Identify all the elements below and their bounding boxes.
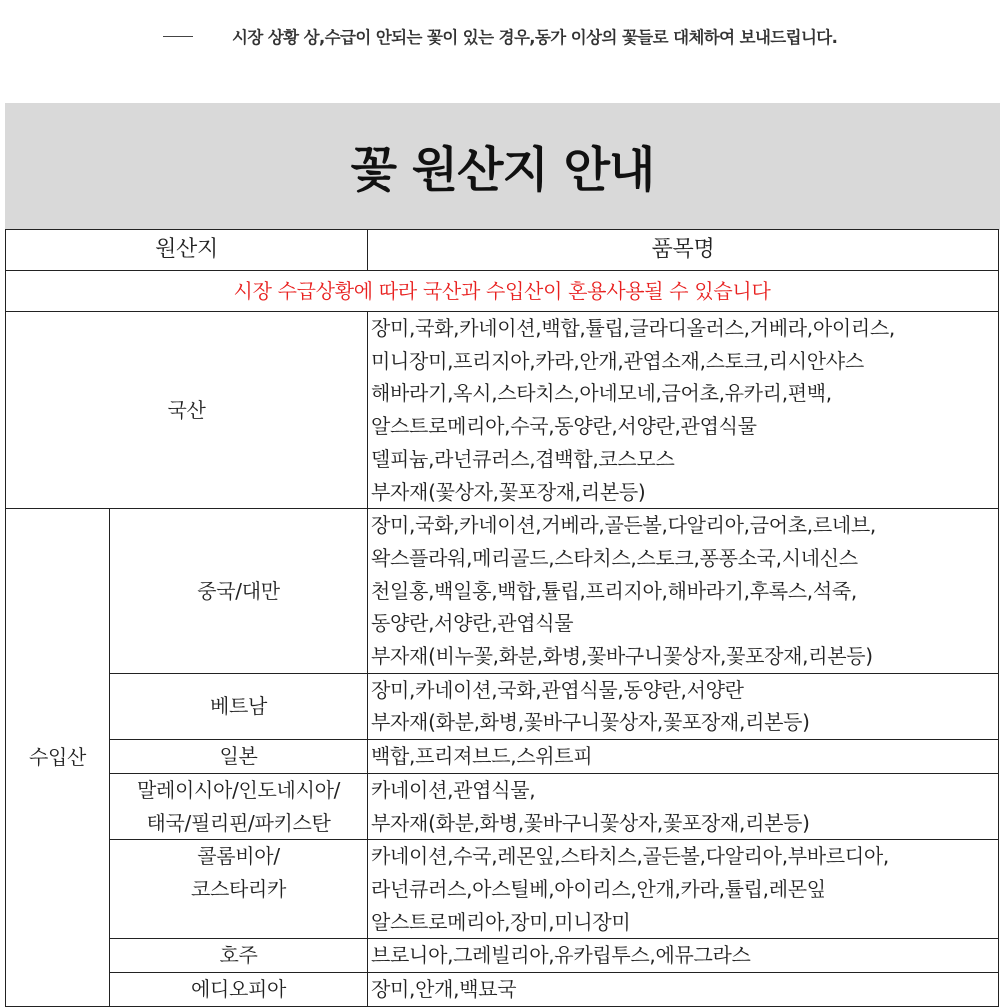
item-line: 해바라기,옥시,스타치스,아네모네,금어초,유카리,편백, [371, 381, 832, 406]
table-row-domestic [6, 312, 999, 509]
country-label: 코스타리카 [190, 876, 287, 901]
country-label: 에디오피아 [190, 977, 287, 1002]
country-label: 호주 [219, 943, 258, 968]
notice-dash [163, 36, 193, 37]
item-line: 알스트로메리아,장미,미니장미 [371, 909, 631, 934]
origin-domestic: 국산 [6, 312, 368, 509]
country-southeast-asia [110, 773, 368, 839]
country-label: 말레이시아/인도네시아/ [136, 777, 341, 802]
item-line: 부자재(비누꽃,화분,화병,꽃바구니꽃상자,꽃포장재,리본등) [371, 644, 873, 669]
origin-table [5, 229, 999, 1007]
item-line: 부자재(꽃상자,꽃포장재,리본등) [371, 479, 646, 504]
item-line: 장미,안개,백묘국 [371, 977, 517, 1002]
country-colombia-costarica [110, 840, 368, 939]
country-label: 중국/대만 [197, 578, 280, 603]
item-line: 알스트로메리아,수국,동양란,서양란,관엽식물 [371, 414, 757, 439]
country-australia [110, 939, 368, 973]
title-banner [5, 103, 1000, 230]
item-line: 라넌큐러스,아스틸베,아이리스,안개,카라,튤립,레몬잎 [371, 876, 826, 901]
item-line: 장미,카네이션,국화,관엽식물,동양란,서양란 [371, 677, 744, 702]
country-japan [110, 740, 368, 774]
header-items: 품목명 [368, 230, 999, 271]
item-line: 동양란,서양란,관엽식물 [371, 611, 574, 636]
item-line: 브로니아,그레빌리아,유카립투스,에뮤그라스 [371, 943, 751, 968]
table-row-china-taiwan [6, 509, 999, 674]
country-china-taiwan [110, 509, 368, 674]
items-china-taiwan [368, 509, 999, 674]
country-vietnam [110, 673, 368, 739]
country-label: 콜롬비아/ [197, 844, 280, 869]
table-row-australia [6, 939, 999, 973]
items-australia [368, 939, 999, 973]
items-southeast-asia [368, 773, 999, 839]
item-line: 미니장미,프리지아,카라,안개,관엽소재,스토크,리시안샤스 [371, 348, 864, 373]
item-line: 장미,국화,카네이션,백합,튤립,글라디올러스,거베라,아이리스, [371, 316, 895, 340]
notice-bar [0, 0, 1000, 103]
country-label: 태국/필리핀/파키스탄 [146, 810, 331, 835]
item-line: 부자재(화분,화병,꽃바구니꽃상자,꽃포장재,리본등) [371, 810, 810, 835]
item-line: 천일홍,백일홍,백합,튤립,프리지아,해바라기,후록스,석죽, [371, 578, 857, 603]
note-row [6, 271, 999, 312]
item-line: 부자재(화분,화병,꽃바구니꽃상자,꽃포장재,리본등) [371, 710, 810, 735]
page-title: 꽃 원산지 안내 [350, 142, 655, 198]
country-label: 베트남 [209, 694, 268, 719]
item-line: 델피늄,라넌큐러스,겹백합,코스모스 [371, 446, 675, 471]
item-line: 카네이션,수국,레몬잎,스타치스,골든볼,다알리아,부바르디아, [371, 844, 889, 869]
items-japan [368, 740, 999, 774]
origin-imported: 수입산 [6, 509, 110, 1007]
table-row-southeast-asia [6, 773, 999, 839]
item-line: 장미,국화,카네이션,거베라,골든볼,다알리아,금어초,르네브, [371, 513, 876, 538]
item-line: 카네이션,관엽식물, [371, 777, 536, 802]
country-ethiopia [110, 973, 368, 1007]
items-colombia-costarica [368, 840, 999, 939]
item-line: 백합,프리져브드,스위트피 [371, 744, 593, 769]
country-label: 일본 [219, 744, 258, 769]
items-vietnam [368, 673, 999, 739]
table-row-ethiopia [6, 973, 999, 1007]
items-ethiopia [368, 973, 999, 1007]
header-origin: 원산지 [6, 230, 368, 271]
table-row-vietnam [6, 673, 999, 739]
table-row-colombia-costarica [6, 840, 999, 939]
item-line: 왁스플라워,메리골드,스타치스,스토크,퐁퐁소국,시네신스 [371, 545, 858, 570]
notice-text: 시장 상황 상,수급이 안되는 꽃이 있는 경우,동가 이상의 꽃들로 대체하여 보내드립니다. [232, 28, 838, 47]
table-header-row [6, 230, 999, 271]
items-domestic [368, 312, 999, 509]
mixing-note: 시장 수급상황에 따라 국산과 수입산이 혼용사용될 수 있습니다 [6, 271, 999, 312]
table-row-japan [6, 740, 999, 774]
